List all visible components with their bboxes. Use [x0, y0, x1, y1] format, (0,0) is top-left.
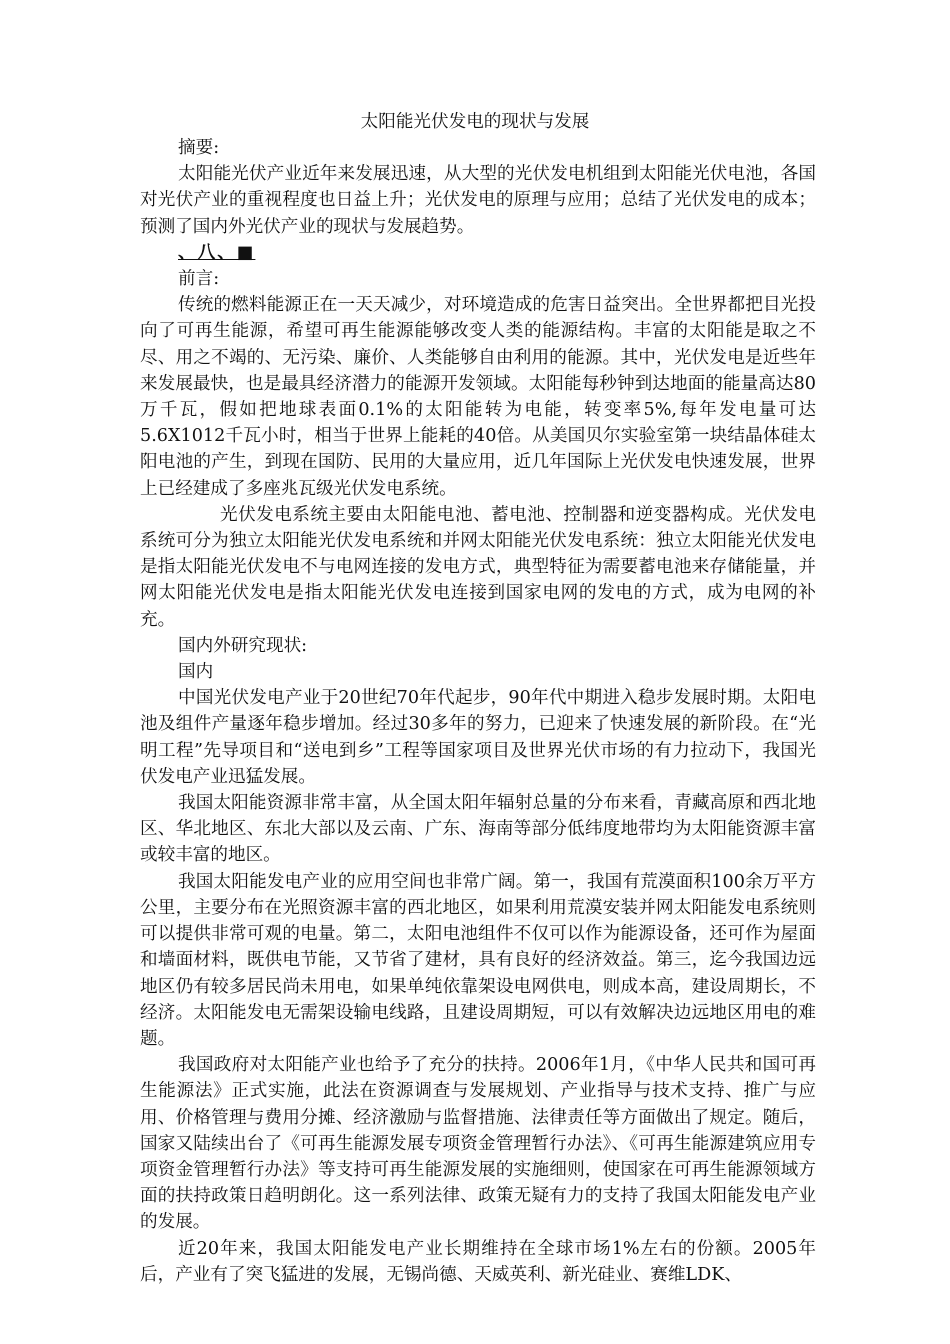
- keywords-marker: [140, 240, 816, 266]
- abstract-heading: 摘要:: [178, 138, 220, 158]
- document-body: [140, 135, 816, 1288]
- domestic-paragraph-5: 近20年来，我国太阳能发电产业长期维持在全球市场1%左右的份额。2005年后，产业有了突飞猛进的发展，无锡尚德、天威英利、新光硅业、赛维LDK、: [140, 1238, 816, 1285]
- document-title: 太阳能光伏发电的现状与发展: [360, 112, 590, 132]
- abstract-text: 太阳能光伏产业近年来发展迅速，从大型的光伏发电机组到太阳能光伏电池，各国对光伏产业的重视程度也日益上升；光伏发电的原理与应用；总结了光伏发电的成本；预测了国内外光伏产业的现状与发展趋势。: [140, 164, 816, 237]
- domestic-paragraph-4: 我国政府对太阳能产业也给予了充分的扶持。2006年1月，《中华人民共和国可再生能源法》正式实施，此法在资源调查与发展规划、产业指导与技术支持、推广与应用、价格管理与费用分摊、经济激励与监督措施、法律责任等方面做出了规定。随后，国家又陆续出台了《可再生能源发展专项资金管理暂行办法》、《可再生能源建筑应用专项资金管理暂行办法》等支持可再生能源发展的实施细则，使国家在可再生能源领域方面的扶持政策日趋明朗化。这一系列法律、政策无疑有力的支持了我国太阳能发电产业的发展。: [140, 1055, 816, 1233]
- domestic-paragraph-2: 我国太阳能资源非常丰富，从全国太阳年辐射总量的分布来看，青藏高原和西北地区、华北地区、东北大部以及云南、广东、海南等部分低纬度地带均为太阳能资源丰富或较丰富的地区。: [140, 793, 816, 866]
- preface-paragraph-1: 传统的燃料能源正在一天天减少，对环境造成的危害日益突出。全世界都把目光投向了可再生能源，希望可再生能源能够改变人类的能源结构。丰富的太阳能是取之不尽、用之不竭的、无污染、廉价、人类能够自由利用的能源。其中，光伏发电是近些年来发展最快，也是最具经济潜力的能源开发领域。太阳能每秒钟到达地面的能量高达80万千瓦，假如把地球表面0.1%的太阳能转为电能，转变率5%,每年发电量可达5.6X1012千瓦小时，相当于世界上能耗的40倍。从美国贝尔实验室第一块结晶体硅太阳电池的产生，到现在国防、民用的大量应用，近几年国际上光伏发电快速发展，世界上已经建成了多座兆瓦级光伏发电系统。: [140, 295, 816, 499]
- keywords-marker-text: 、八、■: [178, 241, 256, 263]
- preface-heading: 前言:: [178, 269, 220, 290]
- domestic-paragraph-3: 我国太阳能发电产业的应用空间也非常广阔。第一，我国有荒漠面积100余万平方公里，主要分布在光照资源丰富的西北地区，如果利用荒漠安装并网太阳能发电系统则可以提供非常可观的电量。第二，太阳电池组件不仅可以作为能源设备，还可作为屋面和墙面材料，既供电节能，又节省了建材，具有良好的经济效益。第三，迄今我国边远地区仍有较多居民尚未用电，如果单纯依靠架设电网供电，则成本高，建设周期长，不经济。太阳能发电无需架设输电线路，且建设周期短，可以有效解决边远地区用电的难题。: [140, 871, 816, 1049]
- preface-paragraph-2: 光伏发电系统主要由太阳能电池、蓄电池、控制器和逆变器构成。光伏发电系统可分为独立太阳能光伏发电系统和并网太阳能光伏发电系统：独立太阳能光伏发电是指太阳能光伏发电不与电网连接的发电方式，典型特征为需要蓄电池来存储能量，并网太阳能光伏发电是指太阳能光伏发电连接到国家电网的发电的方式，成为电网的补充。: [140, 504, 816, 630]
- research-heading: 国内外研究现状:: [178, 635, 308, 656]
- domestic-heading: 国内: [178, 662, 214, 683]
- domestic-paragraph-1: 中国光伏发电产业于20世纪70年代起步，90年代中期进入稳步发展时期。太阳电池及组件产量逐年稳步增加。经过30多年的努力，已迎来了快速发展的新阶段。在“光明工程”先导项目和“送电到乡”工程等国家项目及世界光伏市场的有力拉动下，我国光伏发电产业迅猛发展。: [140, 688, 816, 787]
